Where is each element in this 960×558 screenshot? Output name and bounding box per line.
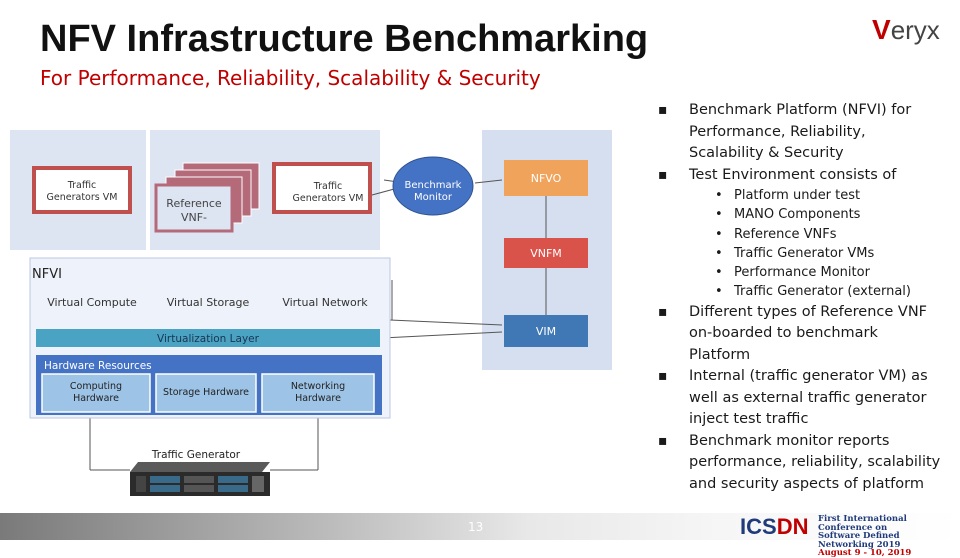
- bullet-benchmark-monitor: [652, 431, 958, 496]
- bullet-text-line: ▪ Benchmark monitor reports: [689, 432, 890, 449]
- networking-hardware-label-1: Networking: [290, 381, 346, 392]
- traffic-gen-vm-1-label-1: Traffic: [67, 180, 97, 191]
- conf-line-1: First International Conference on: [818, 514, 907, 533]
- slide-subtitle: For Performance, Reliability, Scalability & Security: [40, 66, 541, 90]
- bullet-text-line: performance, reliability, scalability: [689, 454, 941, 471]
- sub-bullet: • Performance Monitor: [652, 263, 958, 282]
- bullet-text-line: ▪ Benchmark Platform (NFVI) for: [689, 102, 912, 118]
- icsdn-logo: [740, 514, 808, 540]
- icsdn-logo-part-1: ICS: [740, 514, 777, 539]
- bullet-traffic-generator: [652, 366, 958, 431]
- traffic-gen-vm-2-label-2: Generators VM: [292, 193, 364, 204]
- bullet-text-line: Platform: [689, 346, 751, 363]
- reference-vnf-label-1: Reference: [166, 197, 222, 210]
- logo-text: eryx: [890, 15, 940, 45]
- computing-hardware-label-2: Hardware: [73, 393, 119, 404]
- vim-label: VIM: [535, 325, 557, 338]
- icsdn-logo-part-2: DN: [776, 514, 809, 539]
- reference-vnf-label-2: VNF-: [180, 211, 208, 224]
- bullet-text-line: inject test traffic: [689, 411, 809, 428]
- bullet-text-line: ▪ Internal (traffic generator VM) as: [689, 368, 928, 385]
- bullet-text-line: well as external traffic generator: [689, 389, 927, 406]
- virtualization-layer-label: Virtualization Layer: [157, 333, 259, 345]
- virtual-compute-label: Virtual Compute: [47, 296, 137, 309]
- sub-bullet: • Platform under test: [652, 186, 958, 205]
- hardware-resources-label: Hardware Resources: [44, 360, 152, 372]
- bullet-text-line: Performance, Reliability,: [689, 123, 866, 140]
- conf-line-2: Software Defined Networking 2019: [818, 531, 901, 550]
- networking-hardware-label-2: Hardware: [295, 393, 341, 404]
- nfvi-label: NFVI: [32, 267, 62, 282]
- bullet-text-line: on-boarded to benchmark: [689, 325, 878, 342]
- benchmark-monitor-label-2: Monitor: [413, 192, 453, 203]
- traffic-gen-vm-2-label-1: Traffic: [313, 181, 343, 192]
- sub-bullet: • Traffic Generator VMs: [652, 244, 958, 263]
- bullet-text-line: and security aspects of platform: [689, 475, 924, 492]
- sub-bullet: • Traffic Generator (external): [652, 282, 958, 301]
- traffic-generator-label: Traffic Generator: [151, 449, 241, 461]
- bullet-test-environment: ▪ Test Environment consists of: [652, 165, 958, 187]
- nfv-architecture-diagram: [0, 100, 640, 520]
- bullet-text-line: Scalability & Security: [689, 145, 844, 161]
- virtual-storage-label: Virtual Storage: [166, 296, 250, 309]
- veryx-logo: [872, 14, 940, 46]
- traffic-gen-vm-1-label-2: Generators VM: [46, 192, 118, 203]
- conference-info: [818, 515, 958, 558]
- sub-bullet: • MANO Components: [652, 205, 958, 224]
- nfvo-label: NFVO: [530, 172, 562, 185]
- bullet-reference-vnf: [652, 302, 958, 367]
- bullet-benchmark-platform: [652, 100, 958, 165]
- vnfm-label: VNFM: [530, 247, 562, 260]
- virtual-network-label: Virtual Network: [282, 296, 368, 309]
- traffic-generator-device-icon: [130, 462, 270, 496]
- conf-date: August 9 - 10, 2019: [818, 548, 912, 558]
- sub-bullet: • Reference VNFs: [652, 225, 958, 244]
- page-number: 13: [468, 520, 484, 534]
- benchmark-monitor-label-1: Benchmark: [404, 180, 462, 191]
- computing-hardware-label-1: Computing: [69, 381, 123, 392]
- logo-mark: V: [872, 14, 891, 45]
- slide-title: NFV Infrastructure Benchmarking: [40, 18, 649, 60]
- storage-hardware-label: Storage Hardware: [162, 387, 250, 398]
- bullet-text-line: ▪ Different types of Reference VNF: [689, 303, 928, 320]
- bullet-list: [652, 100, 958, 495]
